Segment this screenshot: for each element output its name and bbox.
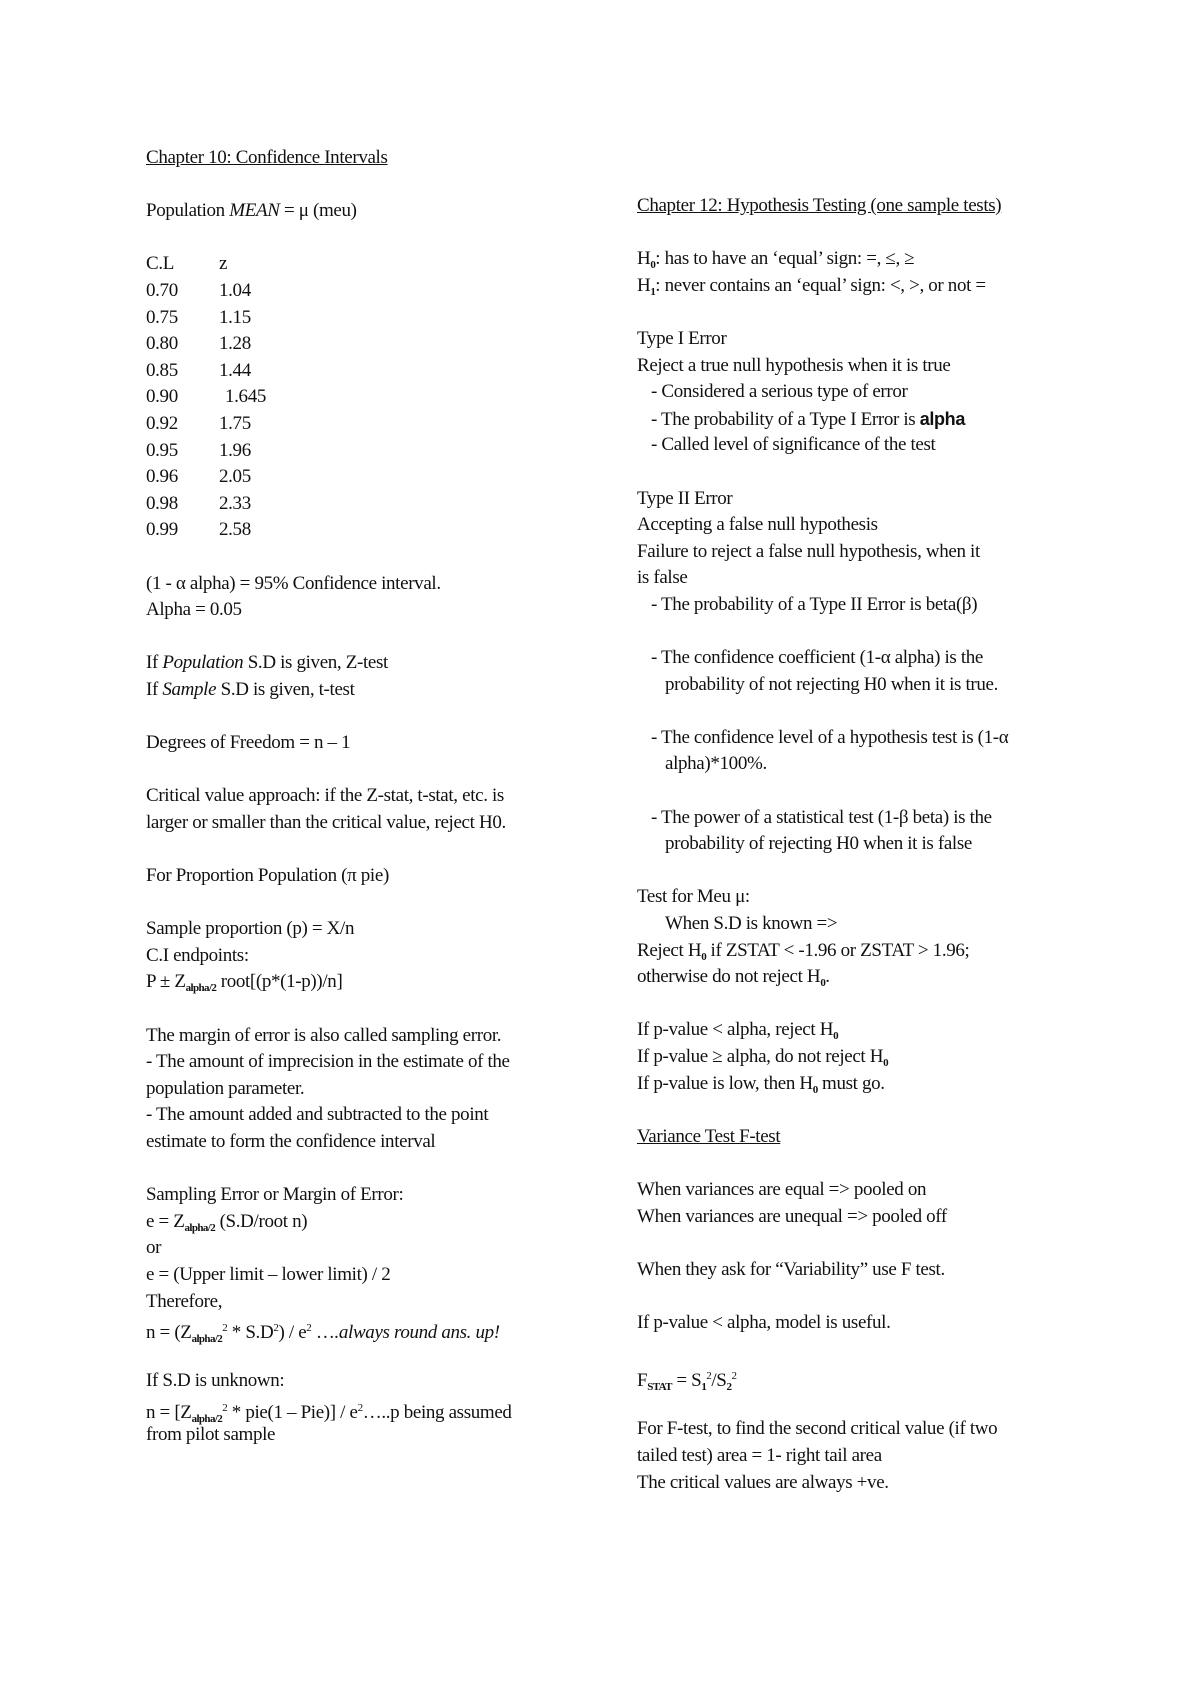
type-1-error-desc: Reject a true null hypothesis when it is true [637,354,951,376]
variability-line: When they ask for “Variability” use F test. [637,1258,945,1280]
margin-of-error-text: The margin of error is also called sampling error. [146,1024,502,1046]
z-table-row: 0.92 1.75 [146,412,251,434]
variance-equal-line: When variances are equal => pooled on [637,1178,927,1200]
f-stat-formula: $F_{STAT} = S_1^2/S_2^2$ [637,1370,737,1394]
z-table-row: 0.75 1.15 [146,306,251,328]
reject-rule-line: Reject $H_0$ if ZSTAT < -1.96 or ZSTAT > 1.96; [637,939,970,963]
z-table-row: 0.901.645 [146,386,267,408]
z-table-row: 0.98 2.33 [146,492,251,514]
degrees-of-freedom: Degrees of Freedom = n – 1 [146,732,351,754]
margin-of-error-text: population parameter. [146,1077,305,1099]
z-table-row: 0.70 1.04 [146,279,251,301]
proportion-population: For Proportion Population (π pie) [146,865,389,887]
z-test-line: If Population S.D is given, Z-test [146,652,388,674]
variance-test-title: Variance Test F-test [637,1125,781,1147]
therefore-text: Therefore, [146,1290,223,1312]
confidence-level-bullet: - The confidence level of a hypothesis test is (1-α [651,726,1009,748]
p-value-rule: If p-value is low, then $H_0$ must go. [637,1072,885,1096]
type-1-error-bullet: - The probability of a Type I Error is alpha [651,408,965,430]
type-2-error-desc: is false [637,567,688,589]
sample-size-proportion-note: from pilot sample [146,1423,276,1445]
alternative-hypothesis-line: $H_1$: never contains an ‘equal’ sign: <, >, or not = [637,274,986,298]
p-value-rule: If p-value < alpha, reject $H_0$ [637,1019,838,1043]
variance-unequal-line: When variances are unequal => pooled off [637,1205,947,1227]
confidence-coefficient-bullet: - The confidence coefficient (1-α alpha) is the [651,647,984,669]
model-useful-line: If p-value < alpha, model is useful. [637,1311,891,1333]
type-2-error-bullet: - The probability of a Type II Error is beta(β) [651,593,978,615]
margin-of-error-text: - The amount of imprecision in the estimate of the [146,1051,510,1073]
type-2-error-desc: Failure to reject a false null hypothesis, when it [637,540,980,562]
sd-known-line: When S.D is known => [665,913,838,935]
f-test-note: The critical values are always +ve. [637,1471,889,1493]
z-table-row: 0.80 1.28 [146,333,251,355]
confidence-level-bullet: alpha)*100%. [665,753,767,775]
type-2-error-desc: Accepting a false null hypothesis [637,514,878,536]
type-1-error-bullet: - Called level of significance of the test [651,434,936,456]
z-table-row: 0.99 2.58 [146,519,251,541]
otherwise-line: otherwise do not reject $H_0$. [637,966,830,990]
sampling-error-formula: e = (Upper limit – lower limit) / 2 [146,1263,391,1285]
or-text: or [146,1237,162,1259]
confidence-interval-line: (1 - α alpha) = 95% Confidence interval. [146,572,441,594]
left-column [146,145,616,1448]
null-hypothesis-line: $H_0$: has to have an ‘equal’ sign: =, ≤, ≥ [637,248,915,272]
z-table-row: 0.85 1.44 [146,359,251,381]
power-bullet: probability of rejecting H0 when it is false [665,833,972,855]
sample-size-formula: $n = (Z_{alpha/2}^2 * S.D^2) / e^2$ ….always round ans. up! [146,1322,500,1346]
power-bullet: - The power of a statistical test (1-β beta) is the [651,806,992,828]
critical-value-line: larger or smaller than the critical value, reject H0. [146,811,506,833]
population-mean-line: Population MEAN = μ (meu) [146,200,357,222]
f-test-note: For F-test, to find the second critical value (if two [637,1418,998,1440]
margin-of-error-text: estimate to form the confidence interval [146,1130,436,1152]
sd-unknown-title: If S.D is unknown: [146,1370,285,1392]
type-1-error-bullet: - Considered a serious type of error [651,381,908,403]
ci-endpoints-formula: $P \pm Z_{alpha/2}$ root[(p*(1-p))/n] [146,971,343,995]
alpha-line: Alpha = 0.05 [146,599,242,621]
right-column [637,193,1077,1496]
z-table-header: C.L z [146,253,228,275]
confidence-coefficient-bullet: probability of not rejecting H0 when it is true. [665,673,999,695]
t-test-line: If Sample S.D is given, t-test [146,678,355,700]
sampling-error-title: Sampling Error or Margin of Error: [146,1184,404,1206]
z-table-row: 0.95 1.96 [146,439,251,461]
f-test-note: tailed test) area = 1- right tail area [637,1444,882,1466]
chapter-10-title: Chapter 10: Confidence Intervals [146,147,388,168]
critical-value-line: Critical value approach: if the Z-stat, t-stat, etc. is [146,785,504,807]
sample-size-proportion-formula: $n = [Z_{alpha/2}^2 * pie(1 - Pie)]$ / $e^2\dots..p$ being assumed [146,1401,512,1425]
sampling-error-formula: $e = Z_{alpha/2}$ (S.D/root n) [146,1210,308,1234]
sample-proportion: Sample proportion (p) = X/n [146,918,355,940]
chapter-12-title: Chapter 12: Hypothesis Testing (one sample tests) [637,195,1002,216]
type-1-error-title: Type I Error [637,327,727,349]
type-2-error-title: Type II Error [637,487,733,509]
test-for-meu-title: Test for Meu μ: [637,886,750,908]
z-table [146,251,616,544]
z-table-row: 0.96 2.05 [146,466,251,488]
margin-of-error-text: - The amount added and subtracted to the point [146,1104,489,1126]
ci-endpoints: C.I endpoints: [146,944,249,966]
p-value-rule: If p-value ≥ alpha, do not reject $H_0$ [637,1046,889,1069]
